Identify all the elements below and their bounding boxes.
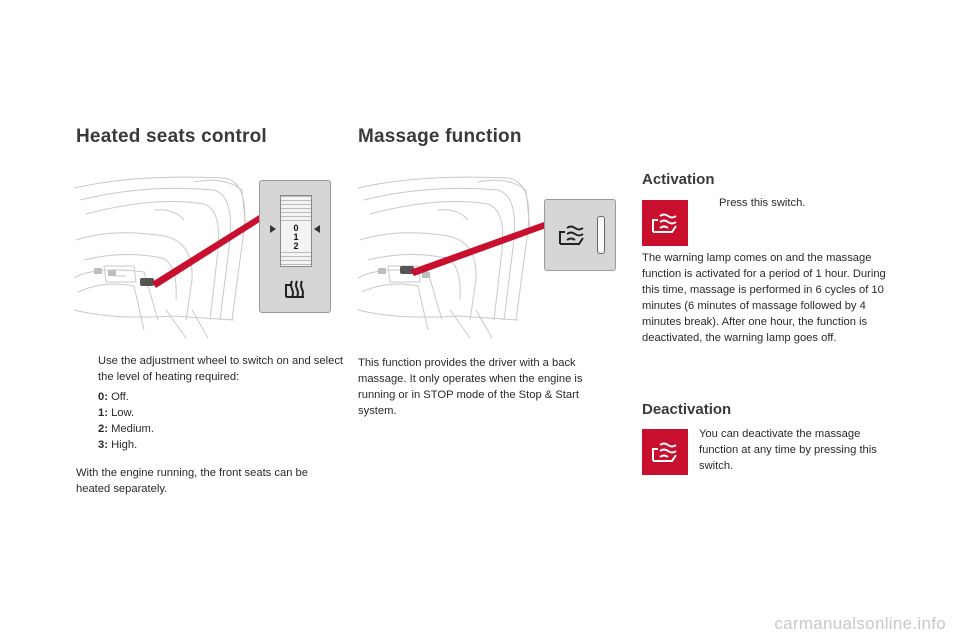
level-item: 3: High. [98,439,138,451]
heated-instruction-text: Use the adjustment wheel to switch on and select the level of heating required: [98,355,344,383]
massage-seat-icon [650,439,680,465]
heating-levels-list [98,389,154,453]
activation-switch-icon [642,200,688,246]
left-pointer-arrow-icon [270,225,276,233]
heated-instruction [76,353,346,385]
deactivation-description: You can deactivate the massage function at any time by pressing this switch. [699,428,877,472]
wheel-number: 0 [293,223,299,233]
massage-seat-icon [650,210,680,236]
level-item: 1: Low. [98,407,135,419]
heated-seats-title: Heated seats control [76,126,267,147]
activation-description: The warning lamp comes on and the massage function is activated for a period of 1 hour. During this time, massage is performed in 6 cycles of 10 minutes (6 minutes of massage followed by 4 minutes break). After one hour, the function is deactivated, the warning lamp goes off. [642,252,886,344]
massage-function-title: Massage function [358,126,522,147]
wheel-number: 1 [293,232,299,242]
adjustment-wheel[interactable] [280,195,312,267]
wheel-number: 2 [293,241,299,251]
massage-description: This function provides the driver with a back massage. It only operates when the engine is running or in STOP mode of the Stop & Start system. [358,357,583,417]
massage-switch-panel [544,199,616,271]
heated-footer-text: With the engine running, the front seats can be heated separately. [76,467,308,495]
deactivation-switch-icon [642,429,688,475]
pointer-line [152,212,266,288]
activation-heading: Activation [642,171,715,188]
activation-instruction [699,195,899,211]
level-item: 0: Off. [98,391,129,403]
activation-instruction-text: Press this switch. [719,197,806,209]
watermark: carmanualsonline.info [774,614,946,633]
seat-heating-icon [282,277,310,303]
level-item: 2: Medium. [98,423,154,435]
warning-lamp-indicator [597,216,605,254]
right-pointer-arrow-icon [314,225,320,233]
deactivation-heading: Deactivation [642,401,732,418]
massage-seat-icon[interactable] [557,222,587,248]
heated-seat-switch-panel [259,180,331,313]
